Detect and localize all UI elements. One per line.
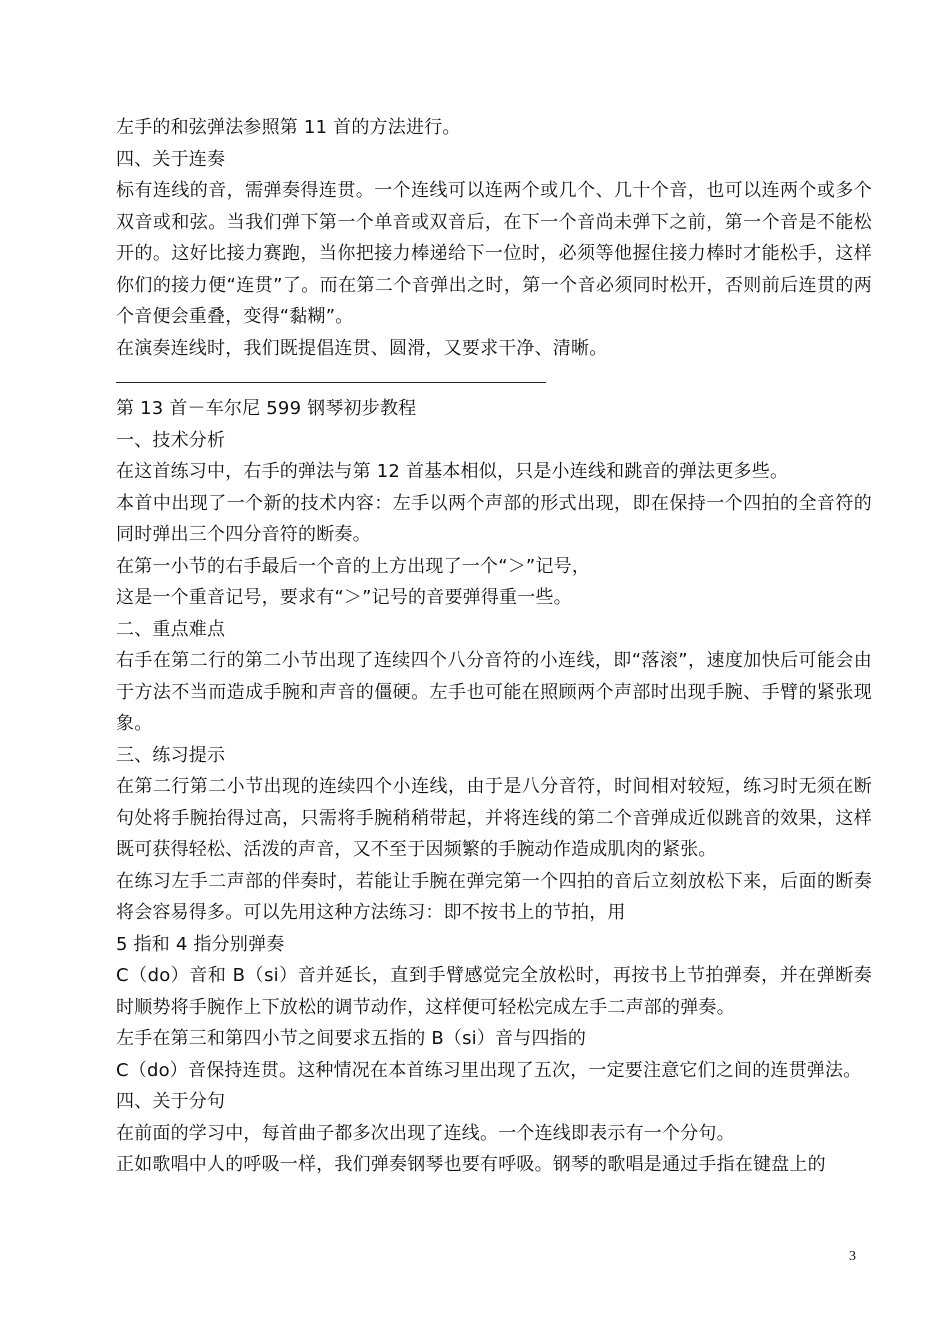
paragraph-technique-2: 本首中出现了一个新的技术内容：左手以两个声部的形式出现，即在保持一个四拍的全音符的同时弹出三个四分音符的断奏。 (116, 492, 872, 545)
page-body (116, 112, 872, 1181)
paragraph-difficulties: 右手在第二行的第二小节出现了连续四个八分音符的小连线，即“落滚”，速度加快后可能会由于方法不当而造成手腕和声音的僵硬。左手也可能在照顾两个声部时出现手腕、手臂的紧张现象。 (116, 650, 872, 734)
paragraph-legato-summary: 在演奏连线时，我们既提倡连贯、圆滑，又要求干净、清晰。 (116, 337, 608, 359)
paragraph-tips-5: 左手在第三和第四小节之间要求五指的 B（si）音与四指的 (116, 1028, 587, 1049)
page-number: 3 (849, 1249, 856, 1264)
paragraph-tips-1: 在第二行第二小节出现的连续四个小连线，由于是八分音符，时间相对较短，练习时无须在断句处将手腕抬得过高，只需将手腕稍稍带起，并将连线的第二个音弹成近似跳音的效果，这样既可获得轻松、活泼的声音，又不至于因频繁的手腕动作造成肌肉的紧张。 (116, 776, 872, 860)
paragraph-tips-2: 在练习左手二声部的伴奏时，若能让手腕在弹完第一个四拍的音后立刻放松下来，后面的断奏将会容易得多。可以先用这种方法练习：即不按书上的节拍，用 (116, 870, 872, 923)
paragraph-legato: 标有连线的音，需弹奏得连贯。一个连线可以连两个或几个、几十个音，也可以连两个或多个双音或和弦。当我们弹下第一个单音或双音后，在下一个音尚未弹下之前，第一个音是不能松开的。这好比接力赛跑，当你把接力棒递给下一位时，必须等他握住接力棒时才能松手，这样你们的接力便“连贯”了。而在第二个音弹出之时，第一个音必须同时松开，否则前后连贯的两个音便会重叠，变得“黏糊”。 (116, 180, 872, 327)
paragraph-tips-4: C（do）音和 B（si）音并延长，直到手臂感觉完全放松时，再按书上节拍弹奏，并在弹断奏时顺势将手腕作上下放松的调节动作，这样便可轻松完成左手二声部的弹奏。 (116, 965, 872, 1018)
paragraph-left-hand-chords: 左手的和弦弹法参照第 11 首的方法进行。 (116, 117, 461, 138)
heading-technical-analysis: 一、技术分析 (116, 429, 226, 451)
paragraph-tips-3: 5 指和 4 指分别弹奏 (116, 933, 285, 955)
heading-legato: 四、关于连奏 (116, 148, 226, 170)
heading-key-difficulties: 二、重点难点 (116, 618, 226, 640)
section-title: 第 13 首－车尔尼 599 钢琴初步教程 (116, 398, 417, 419)
heading-practice-tips: 三、练习提示 (116, 744, 226, 766)
paragraph-phrasing-2: 正如歌唱中人的呼吸一样，我们弹奏钢琴也要有呼吸。钢琴的歌唱是通过手指在键盘上的 (116, 1154, 826, 1175)
paragraph-accent-explanation: 这是一个重音记号，要求有“＞”记号的音要弹得重一些。 (116, 587, 572, 608)
section-divider (116, 382, 546, 383)
heading-phrasing: 四、关于分句 (116, 1091, 226, 1112)
paragraph-tips-6: C（do）音保持连贯。这种情况在本首练习里出现了五次，一定要注意它们之间的连贯弹法。 (116, 1059, 862, 1081)
paragraph-phrasing-1: 在前面的学习中，每首曲子都多次出现了连线。一个连线即表示有一个分句。 (116, 1122, 735, 1144)
paragraph-accent-mark: 在第一小节的右手最后一个音的上方出现了一个“＞”记号， (116, 555, 591, 577)
paragraph-technique-1: 在这首练习中，右手的弹法与第 12 首基本相似，只是小连线和跳音的弹法更多些。 (116, 461, 789, 482)
